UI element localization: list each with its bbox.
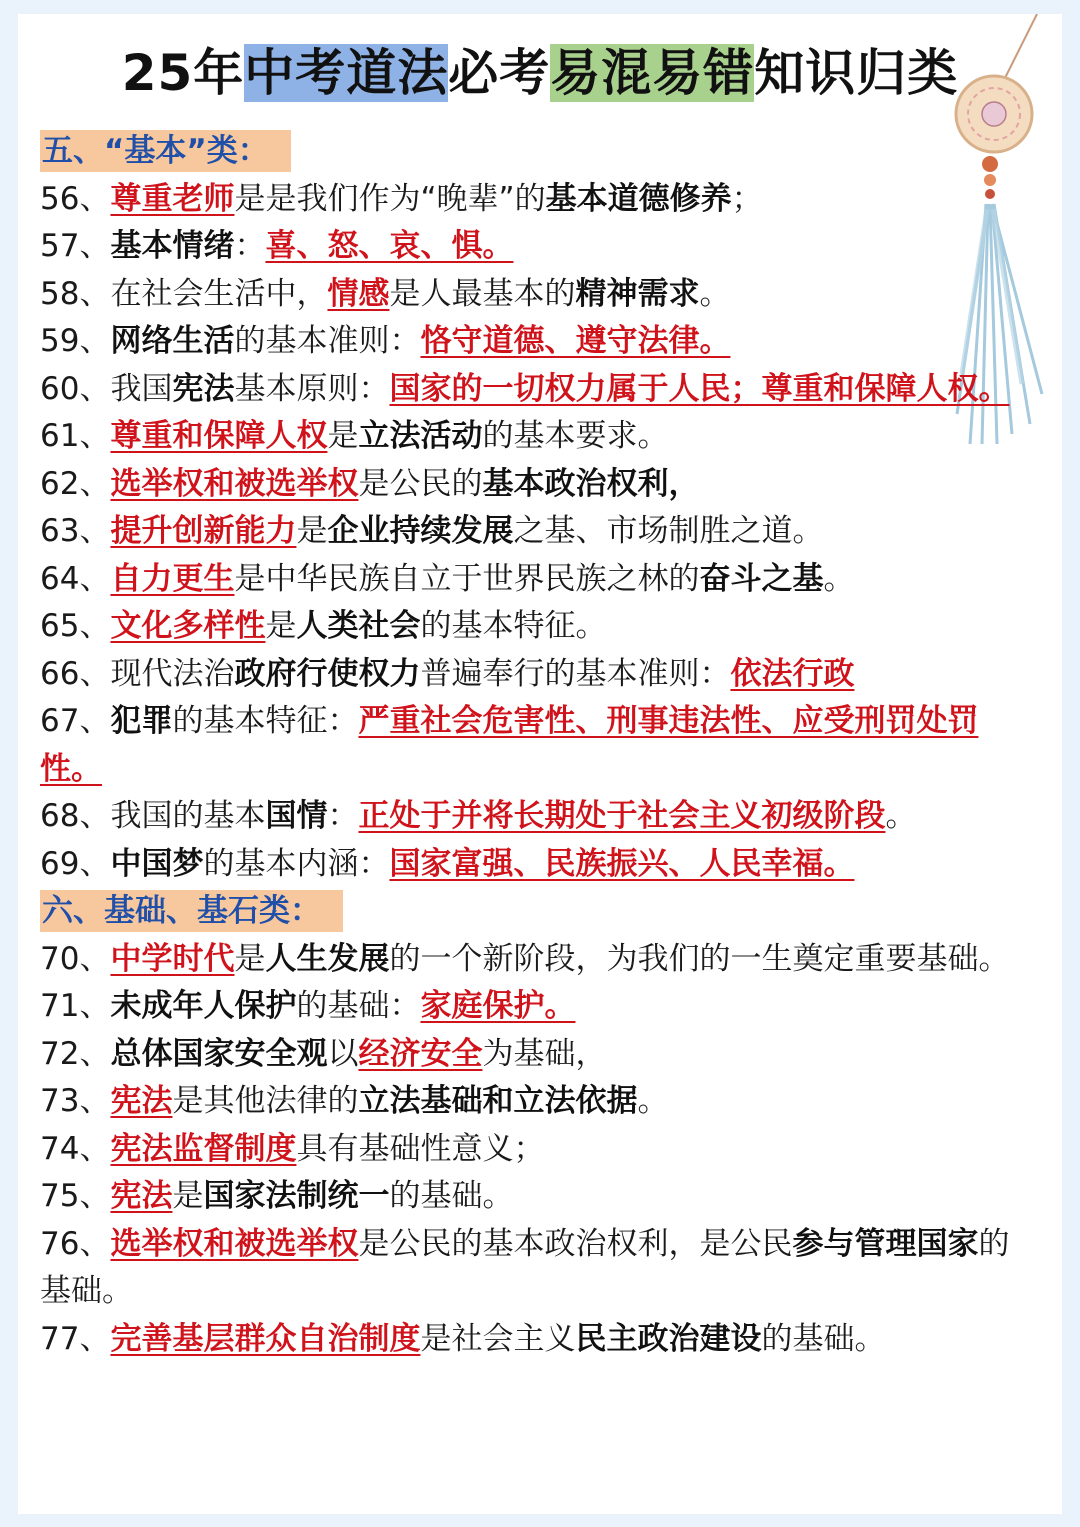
item-text: 的一个新阶段，为我们的一生奠定重要基础。 [389, 940, 1010, 977]
item-text: 68、我国的基本 [40, 798, 266, 834]
item-text: 66、现代法治 [40, 655, 235, 692]
answer-text: 尊重老师 [110, 180, 235, 217]
item-text: 是 [327, 418, 359, 454]
item-text: 是中华民族自立于世界民族之林的 [234, 560, 700, 597]
key-term: 人类社会 [296, 608, 421, 644]
list-item [40, 366, 1030, 414]
item-text: 是 [265, 608, 297, 644]
key-term: 网络生活 [110, 323, 235, 359]
key-term: 立法基础和立法依据 [358, 1083, 638, 1119]
title-part-3: 必考 [448, 44, 551, 102]
key-term: 基本政治权利， [482, 465, 700, 502]
item-text: 67、 [40, 703, 111, 739]
item-text: 是公民的 [358, 465, 483, 502]
item-text: 是 [234, 940, 266, 977]
item-text: 的基本要求。 [482, 418, 669, 454]
answer-text: 选举权和被选举权 [110, 465, 359, 502]
item-text: 76、 [40, 1225, 111, 1262]
item-text: 是社会主义 [420, 1320, 576, 1357]
item-text: 具有基础性意义； [296, 1130, 545, 1167]
section-items [40, 936, 1030, 1364]
key-term: 基本道德修养 [545, 180, 732, 217]
list-item [40, 508, 1030, 556]
item-text: 72、 [40, 1035, 111, 1072]
list-item [40, 1031, 1030, 1079]
list-item [40, 223, 1030, 271]
item-text: 是是我们作为“晚辈”的 [234, 180, 546, 217]
answer-text: 宪法监督制度 [110, 1130, 297, 1167]
list-item [40, 413, 1030, 461]
key-term: 中国梦 [110, 845, 204, 882]
knowledge-list [40, 128, 1030, 1363]
answer-text: 文化多样性 [110, 608, 266, 644]
list-item [40, 793, 1030, 841]
answer-text: 喜、怒、哀、惧。 [265, 228, 514, 264]
answer-text: 国家的一切权力属于人民；尊重和保障人权。 [389, 370, 1010, 407]
item-text: 65、 [40, 608, 111, 644]
answer-text: 提升创新能力 [110, 513, 297, 549]
item-text: 。 [699, 275, 731, 312]
item-text: 64、 [40, 560, 111, 597]
answer-text: 宪法 [110, 1178, 173, 1214]
item-text: ： [234, 228, 266, 264]
item-text: 61、 [40, 418, 111, 454]
item-text: 是公民的基本政治权利，是公民 [358, 1225, 793, 1262]
item-text: 为基础， [482, 1035, 607, 1072]
answer-text: 严重社会危害性、刑事违法性、应受刑罚处罚性。 [40, 703, 979, 787]
answer-text: 自力更生 [110, 560, 235, 597]
item-text: 。 [637, 1083, 669, 1119]
answer-text: 情感 [327, 275, 390, 312]
section-basic [40, 128, 1030, 888]
answer-text: 家庭保护。 [420, 988, 576, 1024]
key-term: 企业持续发展 [327, 513, 514, 549]
list-item [40, 461, 1030, 509]
title-highlight-subject: 中考道法 [244, 44, 449, 102]
list-item [40, 1316, 1030, 1364]
item-text: 56、 [40, 180, 111, 217]
list-item [40, 603, 1030, 651]
item-text: 75、 [40, 1178, 111, 1214]
item-text: ： [327, 798, 359, 834]
list-item [40, 271, 1030, 319]
list-item [40, 1221, 1030, 1316]
answer-text: 中学时代 [110, 940, 235, 977]
answer-text: 完善基层群众自治制度 [110, 1320, 421, 1357]
item-text: 的基本准则： [234, 323, 421, 359]
item-text: 是 [296, 513, 328, 549]
answer-text: 正处于并将长期处于社会主义初级阶段 [358, 798, 886, 834]
item-text: 的基础。 [389, 1178, 514, 1214]
list-item [40, 983, 1030, 1031]
item-text: 的基本特征： [172, 703, 359, 739]
section-heading: 五、“基本”类： [40, 130, 291, 172]
key-term: 政府行使权力 [234, 655, 421, 692]
key-term: 人生发展 [265, 940, 390, 977]
key-term: 基本情绪 [110, 228, 235, 264]
key-term: 奋斗之基 [699, 560, 824, 597]
key-term: 国家法制统一 [203, 1178, 390, 1214]
item-text: 以 [327, 1035, 359, 1072]
answer-text: 经济安全 [358, 1035, 483, 1072]
title-highlight-tricky: 易混易错 [550, 44, 755, 102]
item-text: 58、在社会生活中， [40, 275, 328, 312]
list-item [40, 176, 1030, 224]
key-term: 立法活动 [358, 418, 483, 454]
answer-text: 宪法 [110, 1083, 173, 1119]
item-text: 的基础。 [761, 1320, 886, 1357]
item-text: 的基本特征。 [420, 608, 607, 644]
key-term: 宪法 [172, 370, 235, 407]
item-text: 77、 [40, 1320, 111, 1357]
list-item [40, 936, 1030, 984]
list-item [40, 1173, 1030, 1221]
item-text: 63、 [40, 513, 111, 549]
list-item [40, 556, 1030, 604]
item-text: 。 [885, 798, 917, 834]
answer-text: 选举权和被选举权 [110, 1225, 359, 1262]
item-text: 57、 [40, 228, 111, 264]
item-text: 的基本内涵： [203, 845, 390, 882]
item-text: 69、 [40, 845, 111, 882]
answer-text: 国家富强、民族振兴、人民幸福。 [389, 845, 855, 882]
answer-text: 尊重和保障人权 [110, 418, 328, 454]
key-term: 犯罪 [110, 703, 173, 739]
answer-text: 恪守道德、遵守法律。 [420, 323, 731, 359]
item-text: 是 [172, 1178, 204, 1214]
item-text: 是人最基本的 [389, 275, 576, 312]
list-item [40, 651, 1030, 699]
item-text: 60、我国 [40, 370, 173, 407]
key-term: 未成年人保护 [110, 988, 297, 1024]
section-foundation [40, 888, 1030, 1363]
page-title [0, 40, 1080, 106]
item-text: 基本原则： [234, 370, 390, 407]
key-term: 精神需求 [575, 275, 700, 312]
key-term: 总体国家安全观 [110, 1035, 328, 1072]
item-text: 普遍奉行的基本准则： [420, 655, 731, 692]
item-text: 的基础： [296, 988, 421, 1024]
list-item [40, 1126, 1030, 1174]
list-item [40, 318, 1030, 366]
list-item [40, 698, 1030, 793]
key-term: 参与管理国家 [792, 1225, 979, 1262]
section-heading: 六、基础、基石类： [40, 890, 343, 932]
item-text: 。 [823, 560, 855, 597]
item-text: 73、 [40, 1083, 111, 1119]
section-items [40, 176, 1030, 889]
list-item [40, 841, 1030, 889]
item-text: 71、 [40, 988, 111, 1024]
item-text: 是其他法律的 [172, 1083, 359, 1119]
answer-text: 依法行政 [730, 655, 855, 692]
title-part-5: 知识归类 [754, 44, 959, 102]
item-text: 62、 [40, 465, 111, 502]
title-part-1: 25年 [121, 44, 245, 102]
item-text: 70、 [40, 940, 111, 977]
key-term: 民主政治建设 [575, 1320, 762, 1357]
item-text: 的基础。 [40, 1225, 1010, 1309]
item-text: ； [731, 180, 763, 217]
item-text: 74、 [40, 1130, 111, 1167]
item-text: 之基、市场制胜之道。 [513, 513, 824, 549]
key-term: 国情 [265, 798, 328, 834]
item-text: 59、 [40, 323, 111, 359]
list-item [40, 1078, 1030, 1126]
